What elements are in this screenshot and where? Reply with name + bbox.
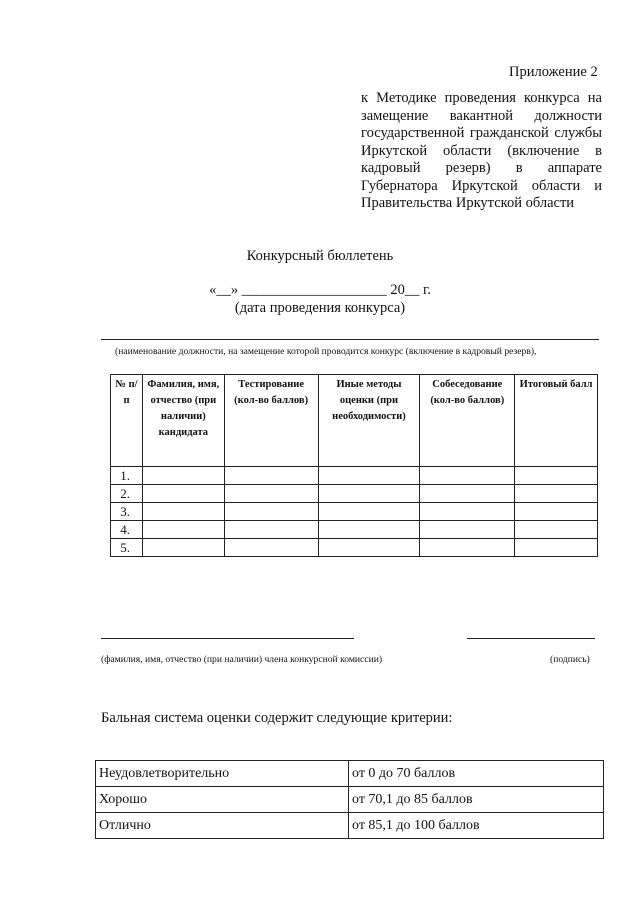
member-name-line (101, 638, 354, 639)
cell-full-name (142, 521, 224, 539)
table-header-row (111, 375, 598, 467)
cell-interview (420, 503, 515, 521)
position-name-caption: (наименование должности, на замещение которой проводится конкурс (включение в кадровый резерв), (115, 346, 537, 357)
table-row (111, 467, 598, 485)
criteria-range: от 85,1 до 100 баллов (349, 813, 604, 839)
table-row (111, 503, 598, 521)
header-interview: Собеседование (кол-во баллов) (420, 375, 515, 467)
criteria-row (96, 761, 604, 787)
criteria-row (96, 813, 604, 839)
member-name-caption: (фамилия, имя, отчество (при наличии) члена конкурсной комиссии) (101, 654, 383, 665)
cell-testing (224, 503, 318, 521)
row-number: 1. (111, 467, 143, 485)
table-row (111, 521, 598, 539)
cell-total-score (515, 521, 598, 539)
header-other-methods: Иные методы оценки (при необходимости) (318, 375, 420, 467)
appendix-text: к Методике проведения конкурса на замещение вакантной должности государственной гражданской службы Иркутской области (включение в кадровый резерв) в аппарате Губернатора Иркутской области и Правительства Иркутской области (361, 90, 602, 211)
cell-full-name (142, 485, 224, 503)
contest-date-line: «__» ____________________ 20__ г. (209, 282, 431, 298)
cell-interview (420, 539, 515, 557)
signature-line (467, 638, 595, 639)
header-total-score: Итоговый балл (515, 375, 598, 467)
cell-testing (224, 521, 318, 539)
cell-testing (224, 467, 318, 485)
table-row (111, 539, 598, 557)
cell-other-methods (318, 521, 420, 539)
header-full-name: Фамилия, имя, отчество (при наличии) кандидата (142, 375, 224, 467)
signature-caption: (подпись) (550, 654, 590, 665)
row-number: 3. (111, 503, 143, 521)
cell-full-name (142, 539, 224, 557)
criteria-grade: Отлично (96, 813, 349, 839)
cell-total-score (515, 485, 598, 503)
row-number: 5. (111, 539, 143, 557)
cell-other-methods (318, 467, 420, 485)
cell-other-methods (318, 539, 420, 557)
header-testing: Тестирование (кол-во баллов) (224, 375, 318, 467)
cell-interview (420, 467, 515, 485)
cell-testing (224, 539, 318, 557)
document-title: Конкурсный бюллетень (246, 248, 394, 264)
cell-full-name (142, 503, 224, 521)
cell-interview (420, 485, 515, 503)
contest-date-caption: (дата проведения конкурса) (234, 300, 406, 316)
cell-other-methods (318, 503, 420, 521)
cell-total-score (515, 503, 598, 521)
appendix-number: Приложение 2 (509, 64, 598, 80)
criteria-heading: Бальная система оценки содержит следующие критерии: (101, 710, 453, 726)
position-name-line (101, 339, 599, 340)
cell-interview (420, 521, 515, 539)
criteria-range: от 0 до 70 баллов (349, 761, 604, 787)
header-number: № п/п (111, 375, 143, 467)
criteria-table (95, 760, 604, 839)
criteria-row (96, 787, 604, 813)
cell-testing (224, 485, 318, 503)
cell-total-score (515, 539, 598, 557)
criteria-grade: Неудовлетворительно (96, 761, 349, 787)
cell-total-score (515, 467, 598, 485)
criteria-range: от 70,1 до 85 баллов (349, 787, 604, 813)
cell-full-name (142, 467, 224, 485)
row-number: 4. (111, 521, 143, 539)
row-number: 2. (111, 485, 143, 503)
candidates-score-table (110, 374, 598, 557)
criteria-grade: Хорошо (96, 787, 349, 813)
table-row (111, 485, 598, 503)
cell-other-methods (318, 485, 420, 503)
